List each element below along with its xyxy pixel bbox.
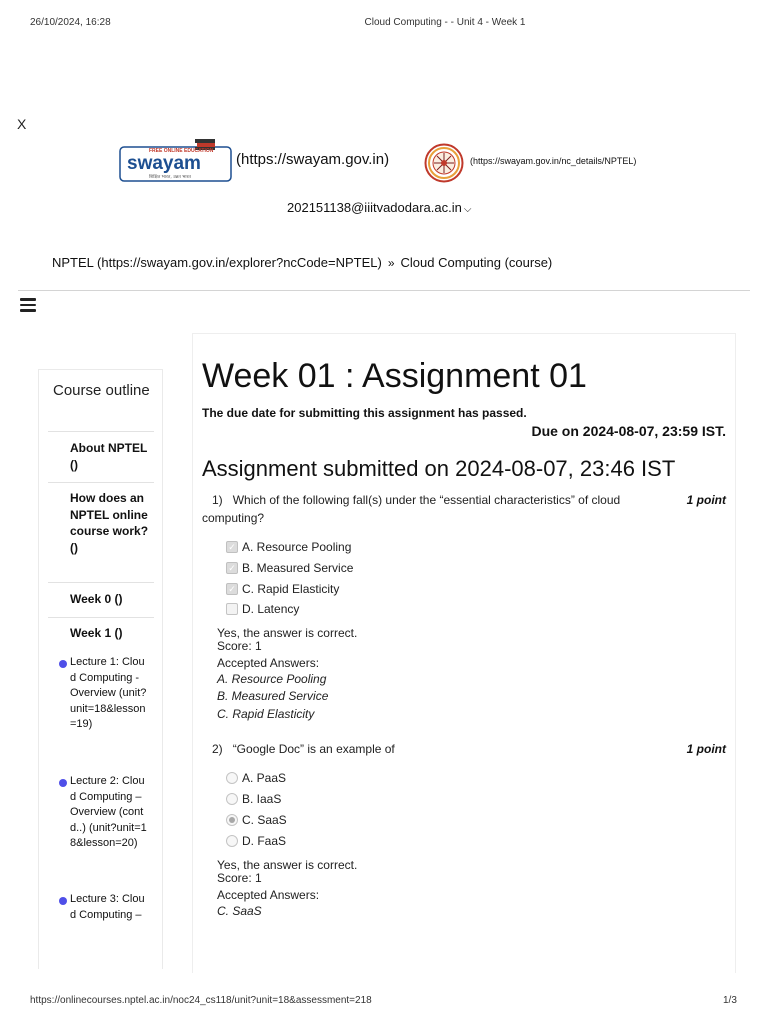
breadcrumb-nptel-link[interactable]: NPTEL (https://swayam.gov.in/explorer?ncCode=NPTEL) bbox=[52, 255, 382, 270]
q2-option-d[interactable] bbox=[226, 834, 286, 848]
swayam-link[interactable]: (https://swayam.gov.in) bbox=[236, 151, 390, 168]
radio-selected-icon[interactable] bbox=[226, 814, 238, 826]
q2-option-b[interactable] bbox=[226, 792, 281, 806]
q2-option-a[interactable] bbox=[226, 771, 286, 785]
nptel-link[interactable]: (https://swayam.gov.in/nc_details/NPTEL) bbox=[470, 156, 637, 166]
user-email: 202151138@iiitvadodara.ac.in bbox=[287, 200, 462, 215]
radio-unselected-icon[interactable] bbox=[226, 772, 238, 784]
page-title: Week 01 : Assignment 01 bbox=[202, 357, 587, 395]
close-button[interactable]: X bbox=[17, 116, 27, 132]
q1-option-a-label: A. Resource Pooling bbox=[242, 540, 352, 554]
q2-feedback: Yes, the answer is correct. bbox=[217, 858, 358, 872]
sidebar-divider bbox=[48, 617, 154, 618]
lesson-status-dot-icon bbox=[59, 779, 67, 787]
sidebar-title: Course outline bbox=[53, 382, 150, 399]
user-menu[interactable] bbox=[287, 200, 471, 215]
swayam-logo-tagline: शिक्षित भारत, उन्नत भारत bbox=[149, 175, 191, 180]
q1-accepted-label: Accepted Answers: bbox=[217, 656, 320, 670]
question-2-prompt: “Google Doc” is an example of bbox=[232, 742, 395, 756]
q2-score: Score: 1 bbox=[217, 871, 262, 885]
lesson-status-dot-icon bbox=[59, 660, 67, 668]
radio-unselected-icon[interactable] bbox=[226, 835, 238, 847]
sidebar-divider bbox=[48, 582, 154, 583]
sidebar-lesson-3[interactable]: Lecture 3: Cloud Computing – bbox=[70, 893, 145, 921]
submission-status: Assignment submitted on 2024-08-07, 23:46 IST bbox=[202, 456, 676, 481]
q2-accepted-label: Accepted Answers: bbox=[217, 888, 320, 902]
swayam-logo[interactable] bbox=[119, 138, 232, 182]
swayam-logo-top: FREE ONLINE EDUCATION bbox=[149, 148, 214, 154]
lesson-status-dot-icon bbox=[59, 897, 67, 905]
q1-score: Score: 1 bbox=[217, 639, 262, 653]
print-title: Cloud Computing - - Unit 4 - Week 1 bbox=[364, 17, 526, 28]
q2-option-a-label: A. PaaS bbox=[242, 771, 287, 785]
swayam-logo-word: swayam bbox=[127, 153, 201, 174]
checkbox-checked-icon[interactable]: ✓ bbox=[226, 562, 238, 574]
q2-option-b-label: B. IaaS bbox=[242, 792, 282, 806]
q1-option-b[interactable] bbox=[226, 561, 353, 575]
print-page-number: 1/3 bbox=[723, 995, 737, 1006]
q1-option-c[interactable] bbox=[226, 582, 339, 596]
checkbox-unchecked-icon[interactable] bbox=[226, 603, 238, 615]
header-divider bbox=[18, 290, 750, 291]
hamburger-menu-icon[interactable] bbox=[20, 298, 36, 312]
question-2-number: 2) bbox=[212, 742, 223, 756]
q1-option-a[interactable] bbox=[226, 540, 351, 554]
breadcrumb-separator: » bbox=[387, 256, 395, 270]
breadcrumb-current: Cloud Computing (course) bbox=[400, 255, 553, 270]
checkbox-checked-icon[interactable]: ✓ bbox=[226, 583, 238, 595]
sidebar-lesson-2[interactable]: Lecture 2: Cloud Computing – Overview (contd..) (unit?unit=18&lesson=20) bbox=[70, 775, 147, 849]
question-2-text bbox=[202, 740, 662, 758]
sidebar-item-week-0[interactable]: Week 0 () bbox=[70, 592, 123, 606]
question-1-number: 1) bbox=[212, 493, 223, 507]
radio-unselected-icon[interactable] bbox=[226, 793, 238, 805]
checkbox-checked-icon[interactable]: ✓ bbox=[226, 541, 238, 553]
due-date: Due on 2024-08-07, 23:59 IST. bbox=[531, 423, 726, 439]
question-1-prompt: Which of the following fall(s) under the “essential characteristics” of cloud computing? bbox=[202, 493, 621, 525]
question-1-text bbox=[202, 491, 662, 527]
sidebar-item-how-course-works[interactable]: How does an NPTEL online course work? () bbox=[70, 491, 149, 555]
q1-accepted-answer: B. Measured Service bbox=[217, 689, 329, 703]
due-passed-notice: The due date for submitting this assignment has passed. bbox=[202, 406, 527, 420]
course-outline-sidebar bbox=[38, 369, 163, 969]
breadcrumb bbox=[52, 255, 552, 270]
q2-option-c[interactable] bbox=[226, 813, 287, 827]
q1-feedback: Yes, the answer is correct. bbox=[217, 626, 358, 640]
question-1-points: 1 point bbox=[686, 493, 726, 507]
question-2-points: 1 point bbox=[686, 742, 726, 756]
q1-option-c-label: C. Rapid Elasticity bbox=[242, 582, 340, 596]
sidebar-lesson-1[interactable]: Lecture 1: Cloud Computing - Overview (unit?unit=18&lesson=19) bbox=[70, 656, 147, 730]
sidebar-item-week-1[interactable]: Week 1 () bbox=[70, 626, 123, 640]
chevron-down-icon: ⌵ bbox=[463, 204, 472, 215]
q1-option-d-label: D. Latency bbox=[242, 602, 300, 616]
q2-option-c-label: C. SaaS bbox=[242, 813, 287, 827]
q2-accepted-answer: C. SaaS bbox=[217, 904, 262, 918]
sidebar-item-about-nptel[interactable]: About NPTEL () bbox=[70, 441, 148, 472]
sidebar-divider bbox=[48, 431, 154, 432]
q1-option-d[interactable] bbox=[226, 602, 299, 616]
q2-option-d-label: D. FaaS bbox=[242, 834, 287, 848]
q1-accepted-answer: A. Resource Pooling bbox=[217, 672, 327, 686]
q1-option-b-label: B. Measured Service bbox=[242, 561, 354, 575]
print-url: https://onlinecourses.nptel.ac.in/noc24_cs118/unit?unit=18&assessment=218 bbox=[30, 995, 372, 1006]
print-date: 26/10/2024, 16:28 bbox=[30, 17, 111, 28]
nptel-logo[interactable] bbox=[424, 143, 464, 183]
q1-accepted-answer: C. Rapid Elasticity bbox=[217, 707, 315, 721]
sidebar-divider bbox=[48, 482, 154, 483]
